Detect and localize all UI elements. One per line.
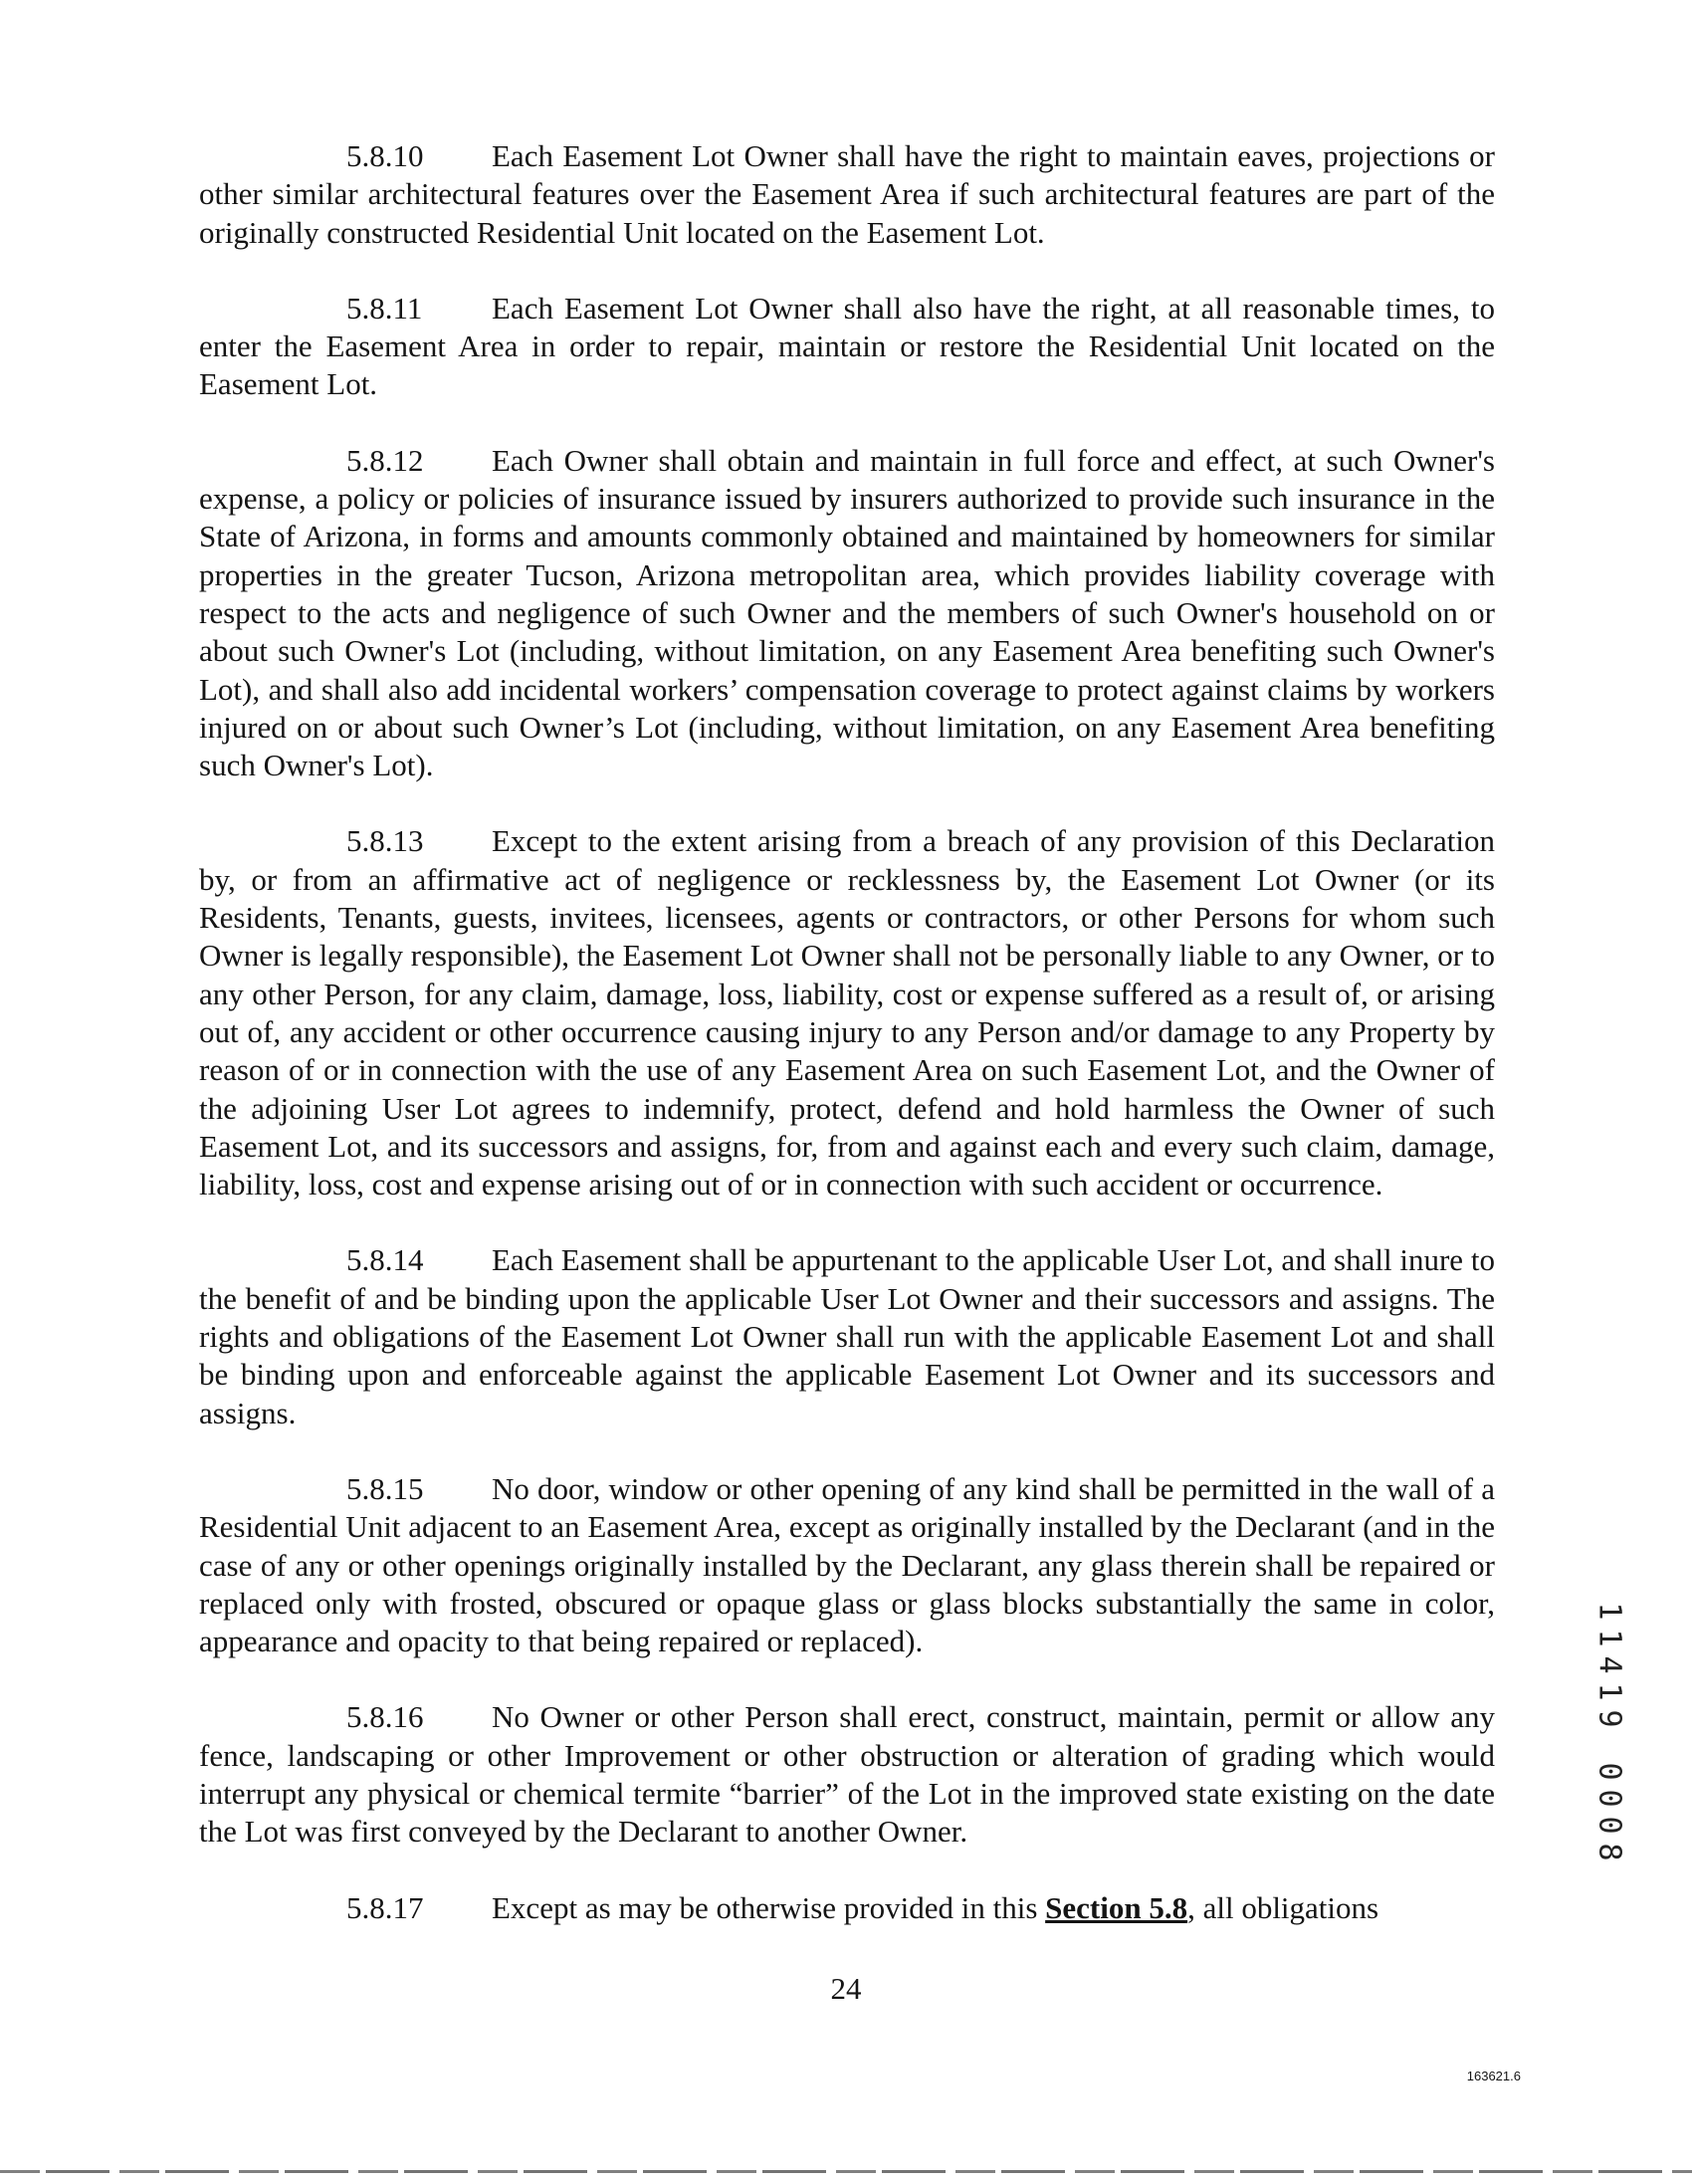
paragraph-5-8-10 (199, 137, 1495, 252)
paragraph-number: 5.8.11 (346, 290, 423, 326)
paragraph-number: 5.8.15 (346, 1470, 424, 1506)
paragraph-text-tail: , all obligations (1187, 1889, 1379, 1925)
paragraph-number: 5.8.17 (346, 1889, 424, 1925)
page-number: 24 (830, 1971, 862, 2006)
recording-stamp (1592, 1598, 1626, 1865)
paragraph-text: Each Easement shall be appurtenant to the applicable User Lot, and shall inure to the benefit of and be binding upon the applicable User Lot Owner and their successors and assigns. The rights and obligations of the Easement Lot Owner shall run with the applicable Easement Lot and shall be binding upon and enforceable against the applicable Easement Lot Owner and its successors and assigns. (199, 1242, 1495, 1430)
paragraph-text: Except as may be otherwise provided in this (492, 1889, 1038, 1925)
stamp-character: 0 (1591, 1789, 1627, 1808)
paragraph-text: Each Easement Lot Owner shall also have the right, at all reasonable times, to enter the Easement Area in order to repair, maintain or restore the Residential Unit located on the Easement Lot. (199, 290, 1495, 402)
scan-edge-line (0, 2170, 1692, 2173)
paragraph-text: Each Easement Lot Owner shall have the right to maintain eaves, projections or other similar architectural features over the Easement Area if such architectural features are part of the originally constructed Residential Unit located on the Easement Lot. (199, 138, 1495, 250)
document-body (199, 137, 1495, 1927)
paragraph-5-8-15 (199, 1470, 1495, 1660)
paragraph-number: 5.8.10 (346, 138, 424, 173)
paragraph-text: No Owner or other Person shall erect, construct, maintain, permit or allow any fence, landscaping or other Improvement or other obstruction or alteration of grading which would interrupt any physical or chemical termite “barrier” of the Lot in the improved state existing on the date the Lot was first conveyed by the Declarant to another Owner. (199, 1699, 1495, 1850)
stamp-character: 4 (1591, 1655, 1627, 1674)
document-id: 163621.6 (1466, 2069, 1521, 2083)
stamp-character: 8 (1591, 1843, 1627, 1861)
stamp-character: 0 (1591, 1816, 1627, 1835)
paragraph-text: No door, window or other opening of any kind shall be permitted in the wall of a Residential Unit adjacent to an Easement Area, except as originally installed by the Declarant (and in the case of any or other openings originally installed by the Declarant, any glass therein shall be repaired or replaced only with frosted, obscured or opaque glass or glass blocks substantially the same in color, appearance and opacity to that being repaired or replaced). (199, 1470, 1495, 1659)
paragraph-number: 5.8.13 (346, 823, 424, 859)
stamp-character: 9 (1591, 1709, 1627, 1728)
stamp-docket-number (1592, 1598, 1626, 1732)
paragraph-5-8-16 (199, 1698, 1495, 1851)
stamp-character: 1 (1591, 1629, 1627, 1647)
paragraph-5-8-11 (199, 290, 1495, 404)
paragraph-number: 5.8.12 (346, 442, 424, 478)
paragraph-text: Except to the extent arising from a breach of any provision of this Declaration by, or from an affirmative act of negligence or recklessness by, the Easement Lot Owner (or its Residents, Tenants, guests, invitees, licensees, agents or contractors, or other Persons for whom such Owner is legally responsible), the Easement Lot Owner shall not be personally liable to any Owner, or to any other Person, for any claim, damage, loss, liability, cost or expense suffered as a result of, or arising out of, any accident or other occurrence causing injury to any Person and/or damage to any Property by reason of or in connection with the use of any Easement Area on such Easement Lot, and the Owner of the adjoining User Lot agrees to indemnify, protect, defend and hold harmless the Owner of such Easement Lot, and its successors and assigns, for, from and against each and every such claim, damage, liability, loss, cost and expense arising out of or in connection with such accident or occurrence. (199, 823, 1495, 1202)
paragraph-5-8-14 (199, 1241, 1495, 1431)
paragraph-5-8-12 (199, 442, 1495, 785)
stamp-character: 1 (1591, 1682, 1627, 1701)
paragraph-text: Each Owner shall obtain and maintain in full force and effect, at such Owner's expense, a policy or policies of insurance issued by insurers authorized to provide such insurance in the State of Arizona, in forms and amounts commonly obtained and maintained by homeowners for similar properties in the greater Tucson, Arizona metropolitan area, which provides liability coverage with respect to the acts and negligence of such Owner and the members of such Owner's household on or about such Owner's Lot (including, without limitation, on any Easement Area benefiting such Owner's Lot), and shall also add incidental workers’ compensation coverage to protect against claims by workers injured on or about such Owner’s Lot (including, without limitation, on any Easement Area benefiting such Owner's Lot). (199, 442, 1495, 783)
stamp-page-number (1592, 1758, 1626, 1865)
stamp-character: 0 (1591, 1762, 1627, 1781)
stamp-character: 1 (1591, 1602, 1627, 1621)
paragraph-5-8-17 (199, 1889, 1495, 1927)
section-reference: Section 5.8 (1045, 1889, 1188, 1925)
paragraph-number: 5.8.14 (346, 1242, 424, 1278)
paragraph-5-8-13 (199, 822, 1495, 1203)
paragraph-number: 5.8.16 (346, 1699, 424, 1735)
